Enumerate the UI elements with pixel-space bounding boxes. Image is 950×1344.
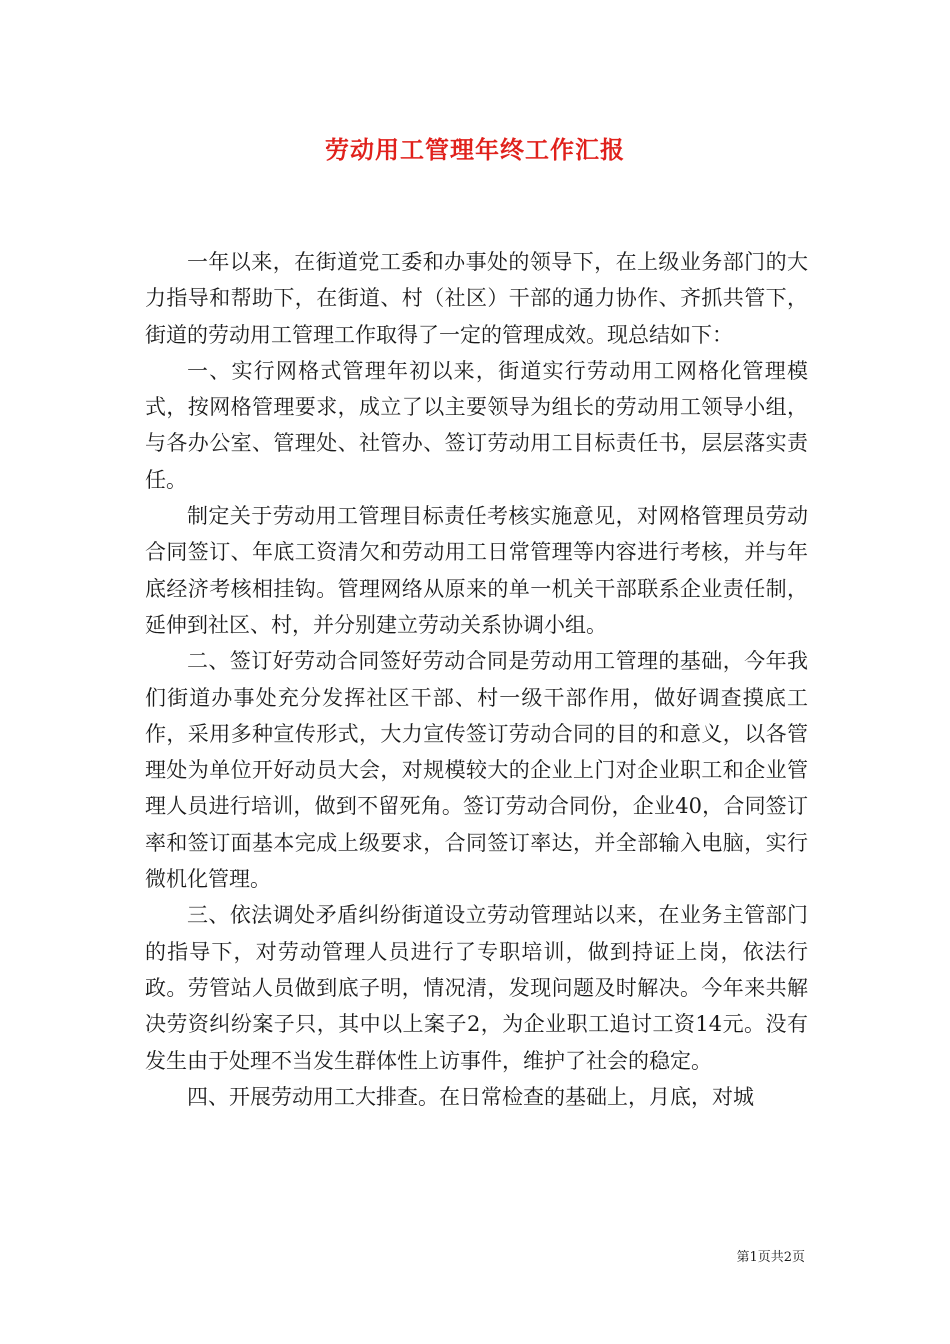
document-body: [145, 244, 808, 1115]
page-title: 劳动用工管理年终工作汇报: [325, 135, 625, 164]
page-number: 第1页共2页: [736, 1250, 805, 1265]
paragraph-section-4: 四、开展劳动用工大排查。在日常检查的基础上，月底，对城: [187, 1084, 754, 1109]
paragraph-intro: 一年以来，在街道党工委和办事处的领导下，在上级业务部门的大力指导和帮助下，在街道、村（社区）干部的通力协作、齐抓共管下，街道的劳动用工管理工作取得了一定的管理成效。现总结如下：: [145, 250, 808, 347]
paragraph-section-2: 二、签订好劳动合同签好劳动合同是劳动用工管理的基础，今年我们街道办事处充分发挥社区干部、村一级干部作用，做好调查摸底工作，采用多种宣传形式，大力宣传签订劳动合同的目的和意义，以各管理处为单位开好动员大会，对规模较大的企业上门对企业职工和企业管理人员进行培训，做到不留死角。签订劳动合同份，企业40，合同签订率和签订面基本完成上级要求，合同签订率达，并全部输入电脑，实行微机化管理。: [145, 649, 808, 892]
paragraph-section-1: 一、实行网格式管理年初以来，街道实行劳动用工网格化管理模式，按网格管理要求，成立了以主要领导为组长的劳动用工领导小组，与各办公室、管理处、社管办、签订劳动用工目标责任书，层层落实责任。: [145, 358, 808, 492]
paragraph-section-1-detail: 制定关于劳动用工管理目标责任考核实施意见，对网格管理员劳动合同签订、年底工资清欠和劳动用工日常管理等内容进行考核，并与年底经济考核相挂钩。管理网络从原来的单一机关干部联系企业责任制，延伸到社区、村，并分别建立劳动关系协调小组。: [145, 504, 808, 637]
paragraph-section-3: 三、依法调处矛盾纠纷街道设立劳动管理站以来，在业务主管部门的指导下，对劳动管理人员进行了专职培训，做到持证上岗，依法行政。劳管站人员做到底子明，情况清，发现问题及时解决。今年来共解决劳资纠纷案子只，其中以上案子2，为企业职工追讨工资14元。没有发生由于处理不当发生群体性上访事件，维护了社会的稳定。: [145, 903, 808, 1073]
